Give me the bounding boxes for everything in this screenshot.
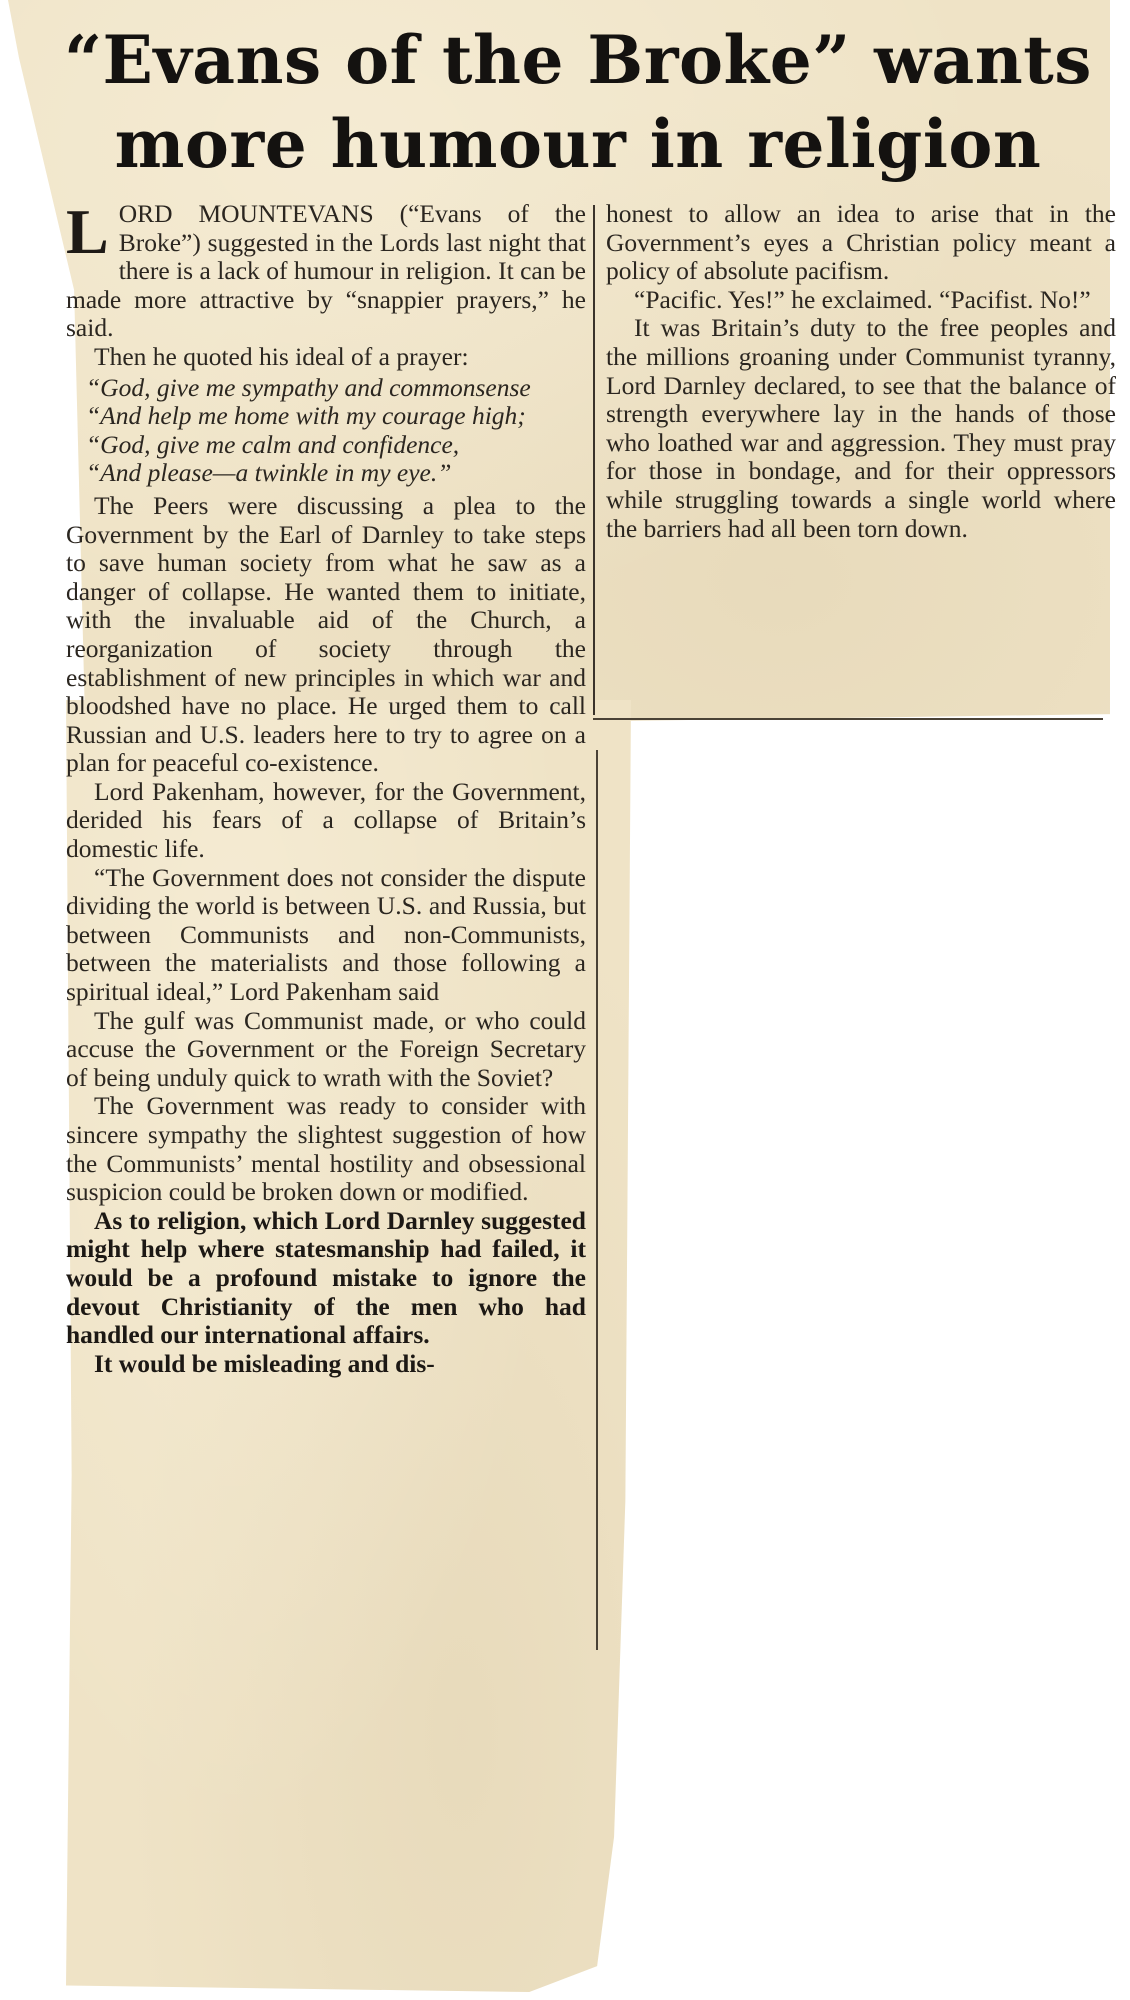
opening-caps: ORD MOUNTEVANS — [118, 199, 374, 228]
paragraph: Then he quoted his ideal of a prayer: — [94, 341, 469, 371]
prayer-line: “God, give me sympathy and commonsense — [86, 372, 531, 402]
paragraph: honest to allow an idea to arise that in the Government’s eyes a Christian policy meant a policy of absolute pacifism. — [606, 199, 1116, 286]
headline-line-1: “Evans of the Broke” wants — [64, 21, 1092, 99]
prayer-line: “And please—a twinkle in my eye.” — [86, 458, 452, 488]
opening-paragraph — [66, 196, 586, 343]
prayer-quote — [66, 374, 586, 488]
paragraph: The gulf was Communist made, or who could accuse the Government or the Foreign Secretary of being unduly quick to wrath with the Soviet? — [66, 1005, 586, 1092]
prayer-line: “And help me home with my courage high; — [86, 401, 526, 431]
paragraph: Lord Pakenham, however, for the Government, derided his fears of a collapse of Britain’s domestic life. — [66, 776, 586, 864]
left-column — [66, 196, 586, 1378]
column-edge-rule — [596, 750, 598, 1650]
paragraph: As to religion, which Lord Darnley suggested might help where statesmanship had failed, it would be a profound mistake to ignore the devout Christianity of the men who had handled our international affairs. — [66, 1205, 586, 1350]
prayer-line: “God, give me calm and confidence, — [86, 429, 460, 459]
paragraph: “The Government does not consider the dispute dividing the world is between U.S. and Russia, but between Communists and non-Communists, between the materialists and those following a spiritual ideal,” Lord Pakenham said — [66, 862, 586, 1007]
opening-text: (“Evans of the Broke”) suggested in the Lords last night that there is a lack of humour in religion. It can be made more attractive by “snappier prayers,” he said. — [66, 199, 586, 343]
column-divider — [593, 205, 595, 715]
paragraph: The Government was ready to consider with sincere sympathy the slightest suggestion of how the Communists’ mental hostility and obsessional suspicion could be broken down or modified. — [66, 1091, 586, 1207]
paragraph: It was Britain’s duty to the free peoples and the millions groaning under Communist tyranny, Lord Darnley declared, to see that the balance of strength everywhere lay in the hands of those who loathed war and aggression. They must pray for those in bondage, and for their oppressors while struggling towards a single world where the barriers had all been torn down. — [606, 313, 1116, 543]
drop-cap: L — [66, 196, 109, 267]
paragraph: It would be misleading and dis- — [94, 1348, 435, 1378]
paragraph: “Pacific. Yes!” he exclaimed. “Pacifist. No!” — [634, 284, 1091, 314]
paragraph: The Peers were discussing a plea to the Government by the Earl of Darnley to take steps to save human society from what he saw as a danger of collapse. He wanted them to initiate, with the invaluable aid of the Church, a reorganization of society through the establishment of new principles in which war and bloodshed have no place. He urged them to call Russian and U.S. leaders here to try to agree on a plan for peaceful co-existence. — [66, 490, 586, 778]
newspaper-clipping — [8, 0, 1116, 1995]
right-column-bottom-rule — [593, 718, 1103, 720]
right-column — [606, 200, 1116, 543]
headline-line-2: more humour in religion — [114, 105, 1042, 183]
headline — [48, 18, 1108, 186]
